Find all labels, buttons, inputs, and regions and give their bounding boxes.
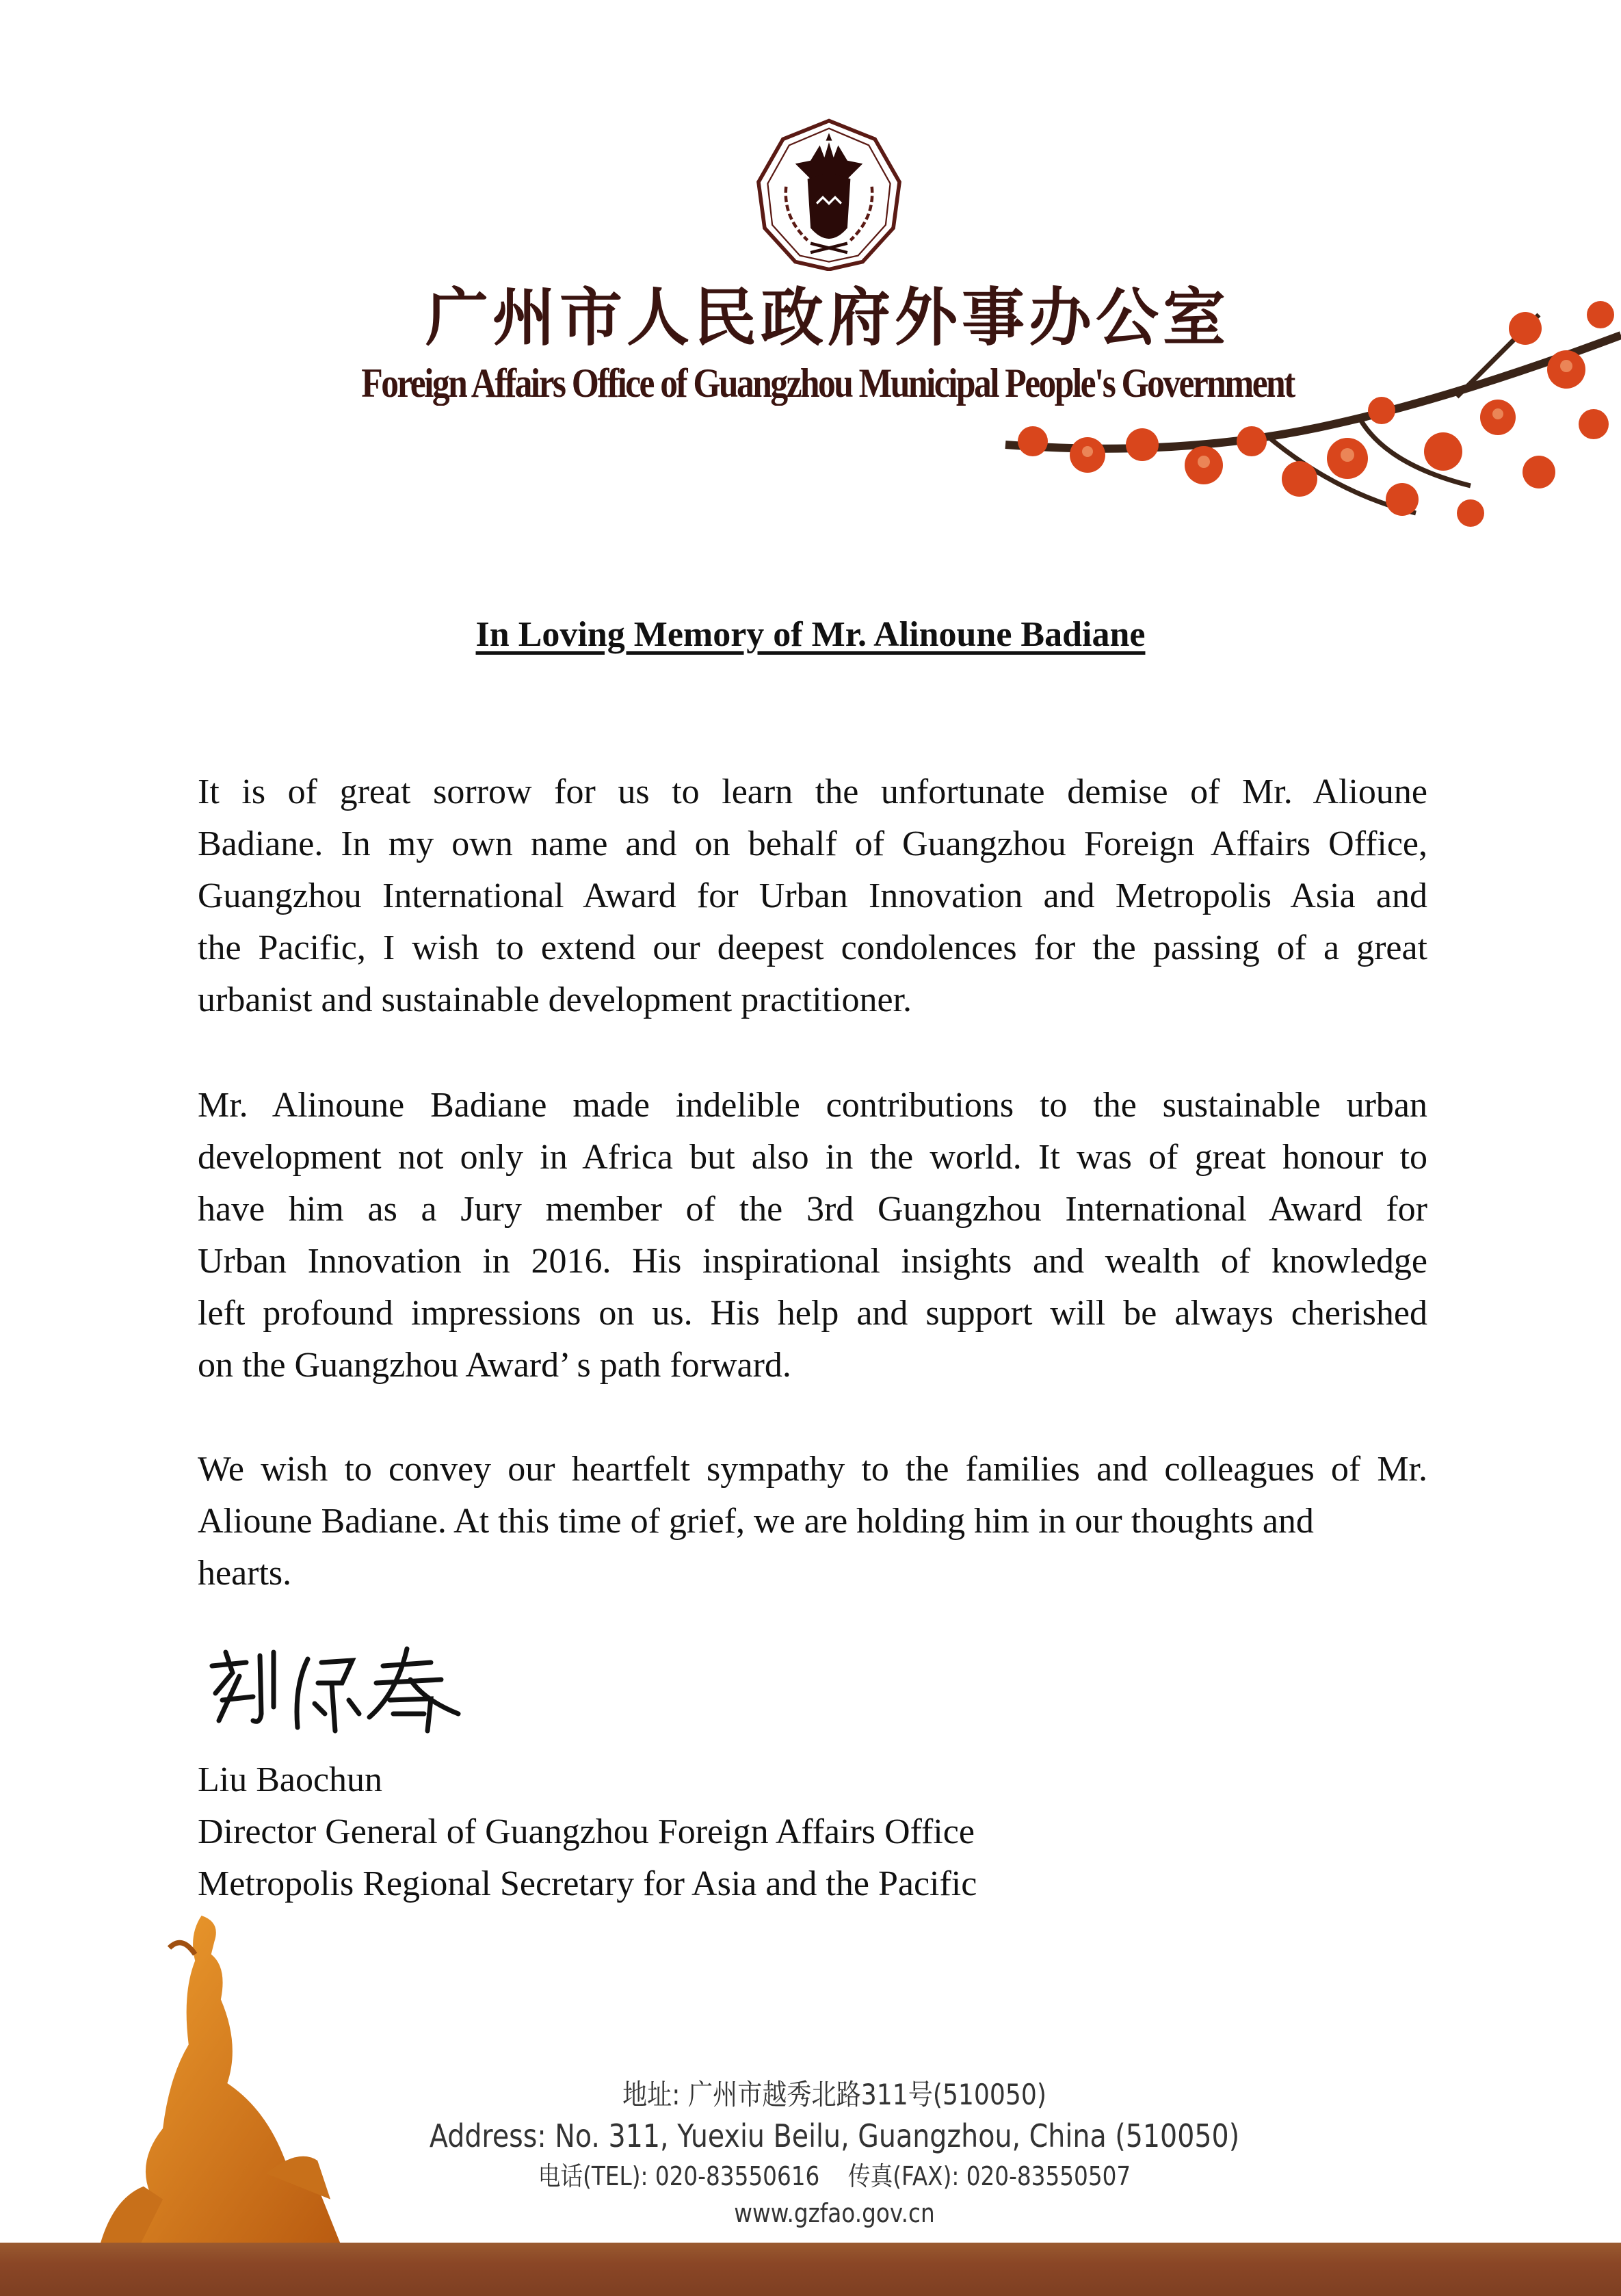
signatory-title: Director General of Guangzhou Foreign Affairs Office bbox=[198, 1812, 975, 1851]
text-line: have him as a Jury member of the 3rd Guangzhou International Award for bbox=[198, 1190, 1427, 1229]
text-line: hearts. bbox=[198, 1554, 292, 1593]
signatory-name: Liu Baochun bbox=[198, 1760, 383, 1799]
paragraph-3 bbox=[198, 1444, 1427, 1600]
text-line: It is of great sorrow for us to learn the unfortunate demise of Mr. Alioune bbox=[198, 772, 1427, 811]
paragraph-2 bbox=[198, 1080, 1427, 1392]
footer-website: www.gzfao.gov.cn bbox=[734, 2198, 935, 2228]
text-line: development not only in Africa but also in the world. It was of great honour to bbox=[198, 1138, 1427, 1177]
letterhead-chinese-name: 广州市人民政府外事办公室 bbox=[425, 281, 1230, 354]
signatory-block bbox=[198, 1754, 977, 1910]
paragraph-1 bbox=[198, 766, 1427, 1026]
kapok-flowers-decoration-icon bbox=[978, 287, 1621, 547]
footer-address-chinese: 地址: 广州市越秀北路311号(510050) bbox=[622, 2078, 1046, 2111]
footer-address-english: Address: No. 311, Yuexiu Beilu, Guangzhou, China (510050) bbox=[429, 2117, 1240, 2154]
text-line: Guangzhou International Award for Urban Innovation and Metropolis Asia and bbox=[198, 876, 1427, 915]
text-line: Alioune Badiane. At this time of grief, we are holding him in our thoughts and bbox=[198, 1502, 1314, 1541]
text-line: the Pacific, I wish to extend our deepest condolences for the passing of a great bbox=[198, 928, 1427, 967]
text-line: on the Guangzhou Award’ s path forward. bbox=[198, 1346, 791, 1385]
footer-phone-fax bbox=[117, 2161, 1552, 2192]
footer-fax: 传真(FAX): 020-83550507 bbox=[847, 2161, 1131, 2191]
text-line: We wish to convey our heartfelt sympathy to the families and colleagues of Mr. bbox=[198, 1450, 1427, 1489]
footer-decorative-bar bbox=[0, 2243, 1621, 2296]
text-line: urbanist and sustainable development practitioner. bbox=[198, 980, 912, 1019]
letterhead-english-name: Foreign Affairs Office of Guangzhou Municipal People's Government bbox=[361, 361, 1294, 406]
emblem-icon bbox=[752, 118, 906, 271]
handwritten-signature-icon bbox=[205, 1645, 472, 1734]
text-line: left profound impressions on us. His help and support will be always cherished bbox=[198, 1294, 1427, 1333]
text-line: Urban Innovation in 2016. His inspirational insights and wealth of knowledge bbox=[198, 1242, 1427, 1281]
text-line: Mr. Alinoune Badiane made indelible contributions to the sustainable urban bbox=[198, 1086, 1427, 1125]
signatory-title: Metropolis Regional Secretary for Asia and the Pacific bbox=[198, 1864, 977, 1903]
footer-tel: 电话(TEL): 020-83550616 bbox=[538, 2161, 820, 2191]
text-line: Badiane. In my own name and on behalf of Guangzhou Foreign Affairs Office, bbox=[198, 824, 1427, 863]
letter-title: In Loving Memory of Mr. Alinoune Badiane bbox=[475, 615, 1146, 654]
